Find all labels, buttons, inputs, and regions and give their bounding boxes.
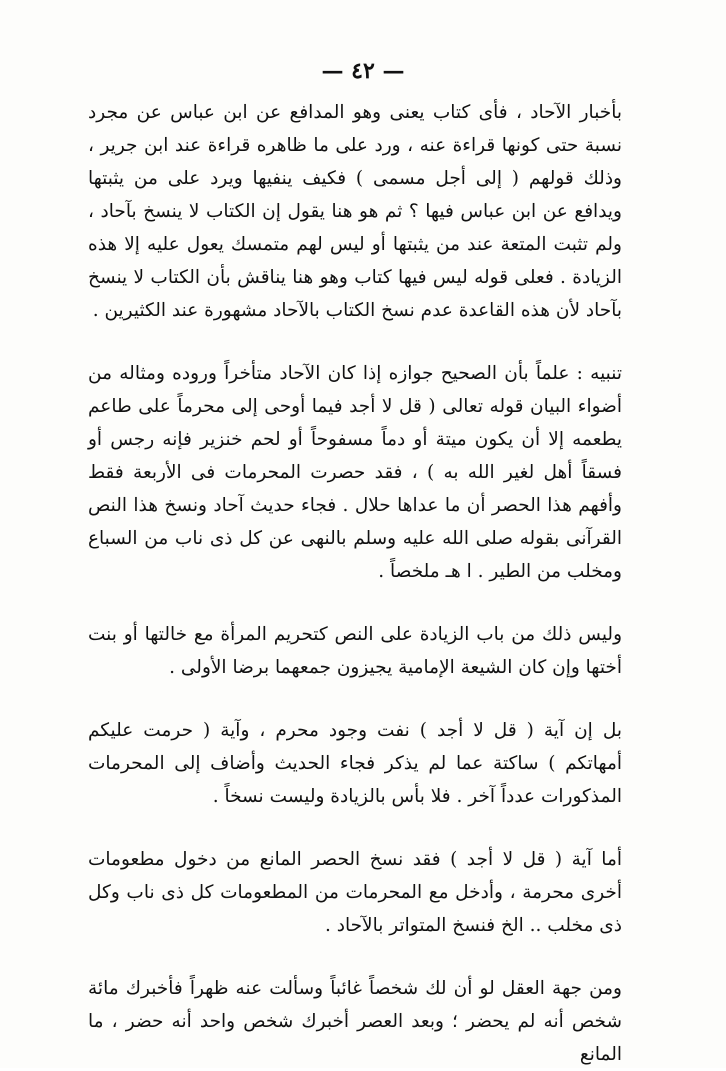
page-body (88, 96, 622, 1071)
paragraph-5: أما آية ( قل لا أجد ) فقد نسخ الحصر المانع من دخول مطعومات أخرى محرمة ، وأدخل مع المحرمات من المطعومات كل ذى ناب وكل ذى مخلب .. الخ فنسخ المتواتر بالآحاد . (88, 849, 622, 936)
paragraph-4: بل إن آية ( قل لا أجد ) نفت وجود محرم ، وآية ( حرمت عليكم أمهاتكم ) ساكتة عما لم يذكر فجاء الحديث وأضاف إلى المحرمات المذكورات عدداً آخر . فلا بأس بالزيادة وليست نسخاً . (88, 720, 622, 807)
paragraph-1: بأخبار الآحاد ، فأى كتاب يعنى وهو المدافع عن ابن عباس عن مجرد نسبة حتى كونها قراءة عنه ، ورد على ما ظاهره قراءة عند ابن جرير ، وذلك قولهم ( إلى أجل مسمى ) فكيف ينفيها ويرد على من يثبتها ويدافع عن ابن عباس فيها ؟ ثم هو هنا يقول إن الكتاب لا ينسخ بآحاد ، ولم تثبت المتعة عند من يثبتها أو ليس لهم متمسك يعول عليه إلا هذه الزيادة . فعلى قوله ليس فيها كتاب وهو هنا يناقش بأن الكتاب لا ينسخ بآحاد لأن هذه القاعدة عدم نسخ الكتاب بالآحاد مشهورة عند الكثيرين . (88, 102, 622, 321)
page-number: — ٤٢ — (321, 58, 405, 84)
paragraph-6: ومن جهة العقل لو أن لك شخصاً غائباً وسألت عنه ظهراً فأخبرك مائة شخص أنه لم يحضر ؛ وبعد العصر أخبرك شخص واحد أنه حضر ، ما المانع (88, 978, 622, 1065)
paragraph-2-note: تنبيه : علماً بأن الصحيح جوازه إذا كان الآحاد متأخراً وروده ومثاله من أضواء البيان قوله تعالى ( قل لا أجد فيما أوحى إلى محرماً على طاعم يطعمه إلا أن يكون ميتة أو دماً مسفوحاً أو لحم خنزير فإنه رجس أو فسقاً أهل لغير الله به ) ، فقد حصرت المحرمات فى الأربعة فقط وأفهم هذا الحصر أن ما عداها حلال . فجاء حديث آحاد ونسخ هذا النص القرآنى بقوله صلى الله عليه وسلم بالنهى عن كل ذى ناب من السباع ومخلب من الطير . ا هـ ملخصاً . (88, 363, 622, 582)
paragraph-3: وليس ذلك من باب الزيادة على النص كتحريم المرأة مع خالتها أو بنت أختها وإن كان الشيعة الإمامية يجيزون جمعهما برضا الأولى . (88, 624, 622, 678)
